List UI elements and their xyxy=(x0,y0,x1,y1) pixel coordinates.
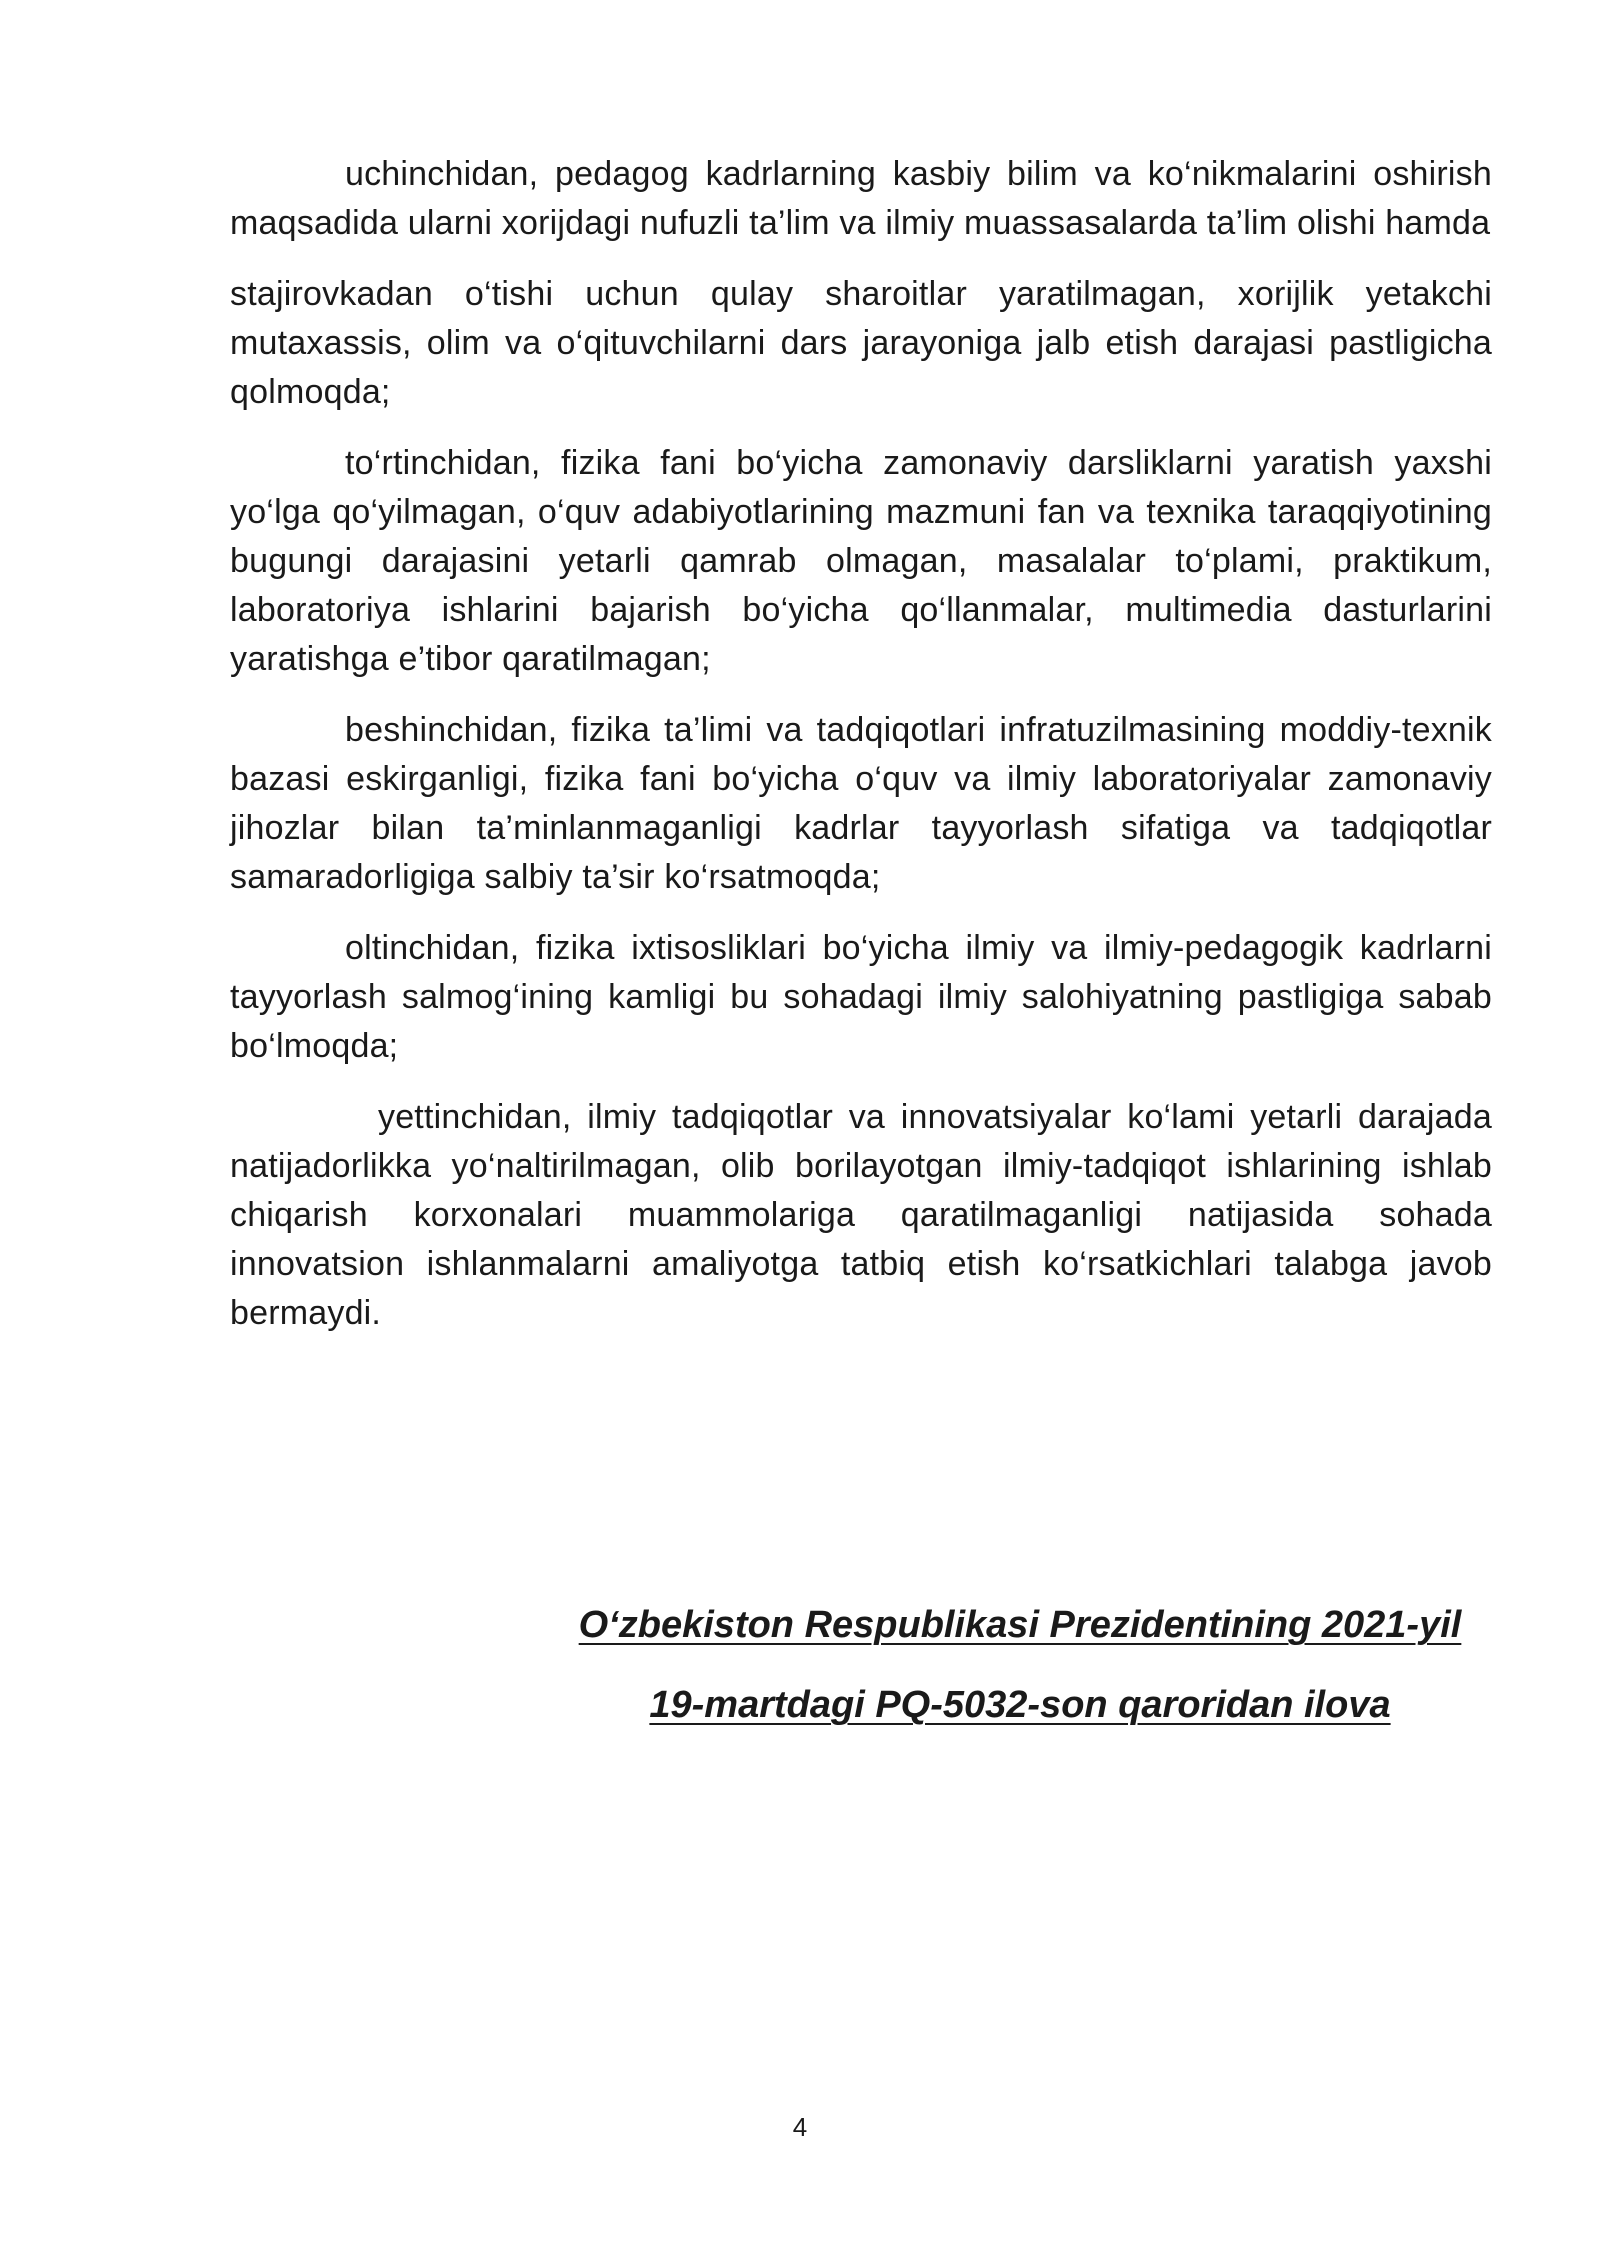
paragraph-oltinchidan: oltinchidan, fizika ixtisosliklari bo‘yicha ilmiy va ilmiy-pedagogik kadrlarni tayyorlash salmog‘ining kamligi bu sohadagi ilmiy salohiyatning pastligiga sabab bo‘lmoqda; xyxy=(230,929,1492,1065)
paragraph-stajirovkadan: stajirovkadan o‘tishi uchun qulay sharoitlar yaratilmagan, xorijlik yetakchi mutaxassis, olim va o‘qituvchilarni dars jarayoniga jalb etish darajasi pastligicha qolmoqda; xyxy=(230,275,1492,411)
appendix-heading-line-1: O‘zbekiston Respublikasi Prezidentining 2021-yil xyxy=(578,1604,1462,1646)
paragraph-yettinchidan: yettinchidan, ilmiy tadqiqotlar va innovatsiyalar ko‘lami yetarli darajada natijadorlikka yo‘naltirilmagan, olib borilayotgan ilmiy-tadqiqot ishlarining ishlab chiqarish korxonalari muammolariga qaratilmaganligi natijasida sohada innovatsion ishlanmalarni amaliyotga tatbiq etish ko‘rsatkichlari talabga javob bermaydi. xyxy=(230,1098,1492,1332)
appendix-heading-line-2: 19-martdagi PQ-5032-son qaroridan ilova xyxy=(649,1684,1391,1726)
page-number: 4 xyxy=(792,2112,808,2142)
appendix-heading xyxy=(540,1585,1500,1745)
paragraph-uchinchidan: uchinchidan, pedagog kadrlarning kasbiy bilim va ko‘nikmalarini oshirish maqsadida ularni xorijdagi nufuzli ta’lim va ilmiy muassasalarda ta’lim olishi hamda xyxy=(230,155,1492,242)
paragraph-beshinchidan: beshinchidan, fizika ta’limi va tadqiqotlari infratuzilmasining moddiy-texnik bazasi eskirganligi, fizika fani bo‘yicha o‘quv va ilmiy laboratoriyalar zamonaviy jihozlar bilan ta’minlanmaganligi kadrlar tayyorlash sifatiga va tadqiqotlar samaradorligiga salbiy ta’sir ko‘rsatmoqda; xyxy=(230,711,1492,896)
document-body xyxy=(230,150,1492,1360)
paragraph-tortinchidan: to‘rtinchidan, fizika fani bo‘yicha zamonaviy darsliklarni yaratish yaxshi yo‘lga qo‘yilmagan, o‘quv adabiyotlarining mazmuni fan va texnika taraqqiyotining bugungi darajasini yetarli qamrab olmagan, masalalar to‘plami, praktikum, laboratoriya ishlarini bajarish bo‘yicha qo‘llanmalar, multimedia dasturlarini yaratishga e’tibor qaratilmagan; xyxy=(230,444,1492,678)
